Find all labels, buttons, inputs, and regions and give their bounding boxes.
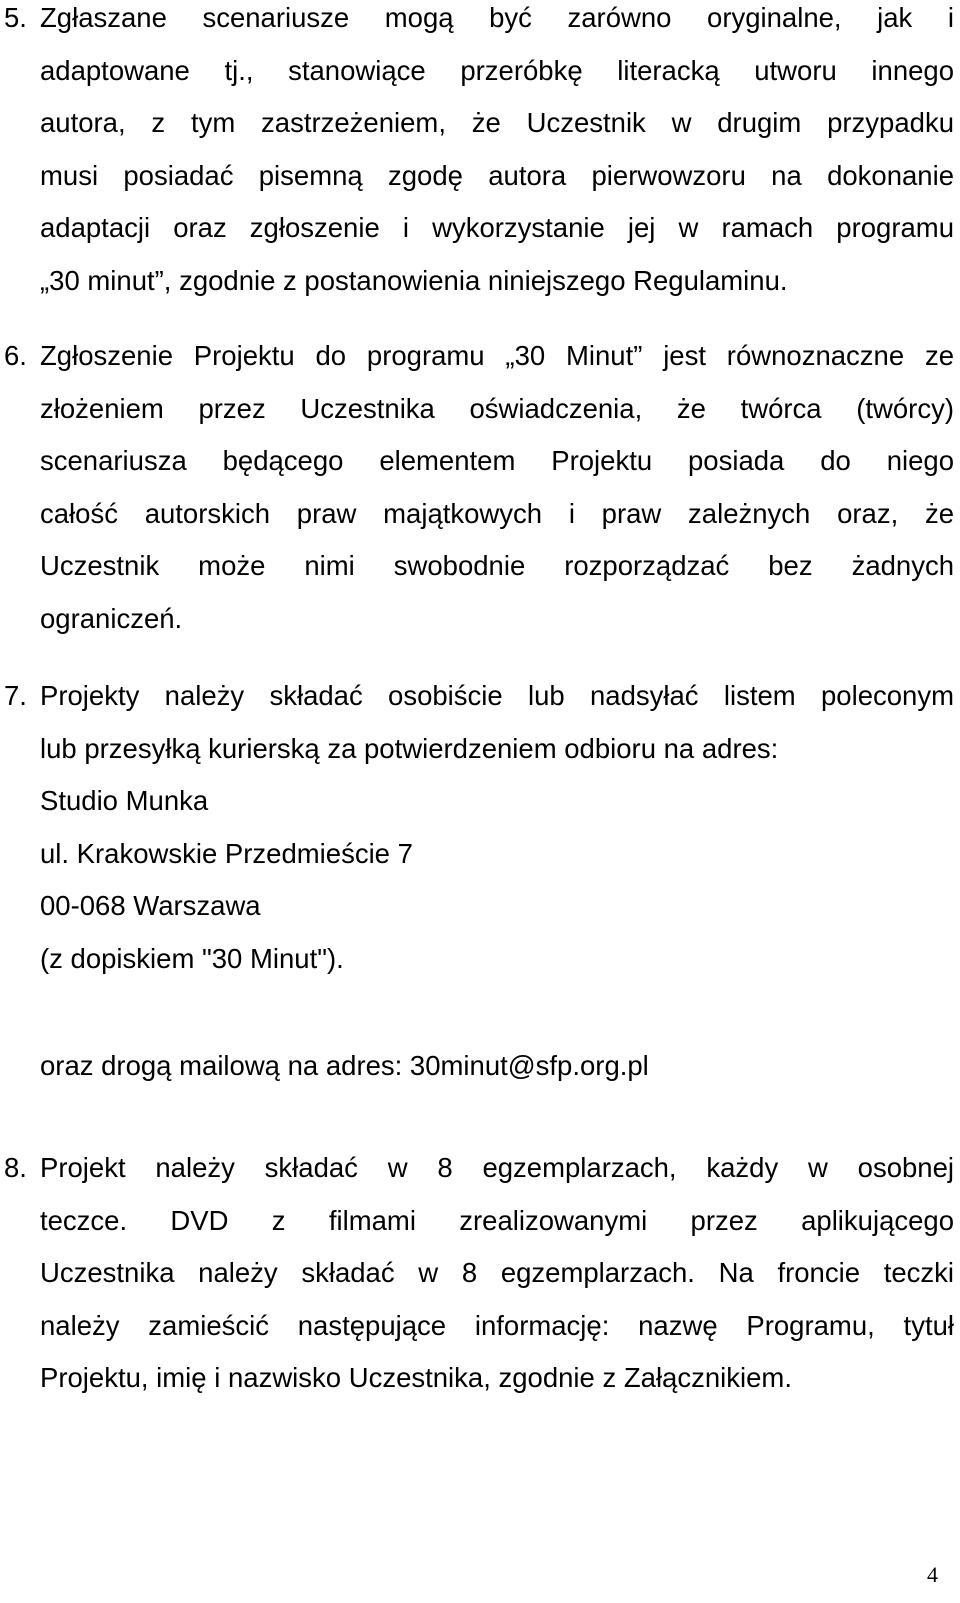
text-line: lub przesyłką kurierską za potwierdzeniem odbioru na adres: xyxy=(40,732,779,764)
text-line: musi posiadać pisemną zgodę autora pierwowzoru na dokonanie xyxy=(40,159,954,191)
clause-number: 5. xyxy=(4,2,27,33)
address-line: ul. Krakowskie Przedmieście 7 xyxy=(40,837,413,869)
text-line: Projekt należy składać w 8 egzemplarzach, każdy w osobnej xyxy=(40,1152,954,1183)
text-line: scenariusza będącego elementem Projektu posiada do niego xyxy=(40,445,954,476)
email-line: oraz drogą mailową na adres: 30minut@sfp.org.pl xyxy=(40,1050,649,1081)
text-line: złożeniem przez Uczestnika oświadczenia, że twórca (twórcy) xyxy=(40,392,954,424)
page-number: 4 xyxy=(927,1562,938,1587)
address-line: Studio Munka xyxy=(40,785,209,816)
clause-number: 8. xyxy=(4,1152,27,1183)
clause-text xyxy=(40,670,954,775)
text-line: całość autorskich praw majątkowych i praw zależnych oraz, że xyxy=(40,497,954,529)
text-line: Projektu, imię i nazwisko Uczestnika, zgodnie z Załącznikiem. xyxy=(40,1362,792,1393)
postal-address xyxy=(4,775,954,985)
clause-number: 7. xyxy=(4,680,27,711)
text-line: Zgłoszenie Projektu do programu „30 Minut” jest równoznaczne ze xyxy=(40,340,954,371)
clause-text xyxy=(40,330,954,645)
text-line: należy zamieścić następujące informację: nazwę Programu, tytuł xyxy=(40,1309,954,1341)
clause-7 xyxy=(4,670,954,985)
text-line: Zgłaszane scenariusze mogą być zarówno oryginalne, jak i xyxy=(40,2,954,33)
address-line: 00-068 Warszawa xyxy=(40,890,261,921)
clause-5 xyxy=(4,0,954,307)
clause-text xyxy=(40,1142,954,1405)
text-line: ograniczeń. xyxy=(40,602,183,634)
text-line: Uczestnik może nimi swobodnie rozporządzać bez żadnych xyxy=(40,550,954,581)
text-line: Uczestnika należy składać w 8 egzemplarzach. Na froncie teczki xyxy=(40,1257,954,1288)
text-line: adaptowane tj., stanowiące przeróbkę literacką utworu innego xyxy=(40,54,954,86)
text-line: „30 minut”, zgodnie z postanowienia niniejszego Regulaminu. xyxy=(40,264,788,296)
clause-text xyxy=(40,0,954,307)
address-line: (z dopiskiem "30 Minut"). xyxy=(40,942,344,974)
clause-8 xyxy=(4,1142,954,1405)
text-line: autora, z tym zastrzeżeniem, że Uczestnik w drugim przypadku xyxy=(40,107,954,138)
text-line: teczce. DVD z filmami zrealizowanymi przez aplikującego xyxy=(40,1204,954,1236)
clause-number: 6. xyxy=(4,340,27,371)
text-line: Projekty należy składać osobiście lub nadsyłać listem poleconym xyxy=(40,680,954,711)
clause-6 xyxy=(4,330,954,645)
text-line: adaptacji oraz zgłoszenie i wykorzystanie jej w ramach programu xyxy=(40,212,954,243)
